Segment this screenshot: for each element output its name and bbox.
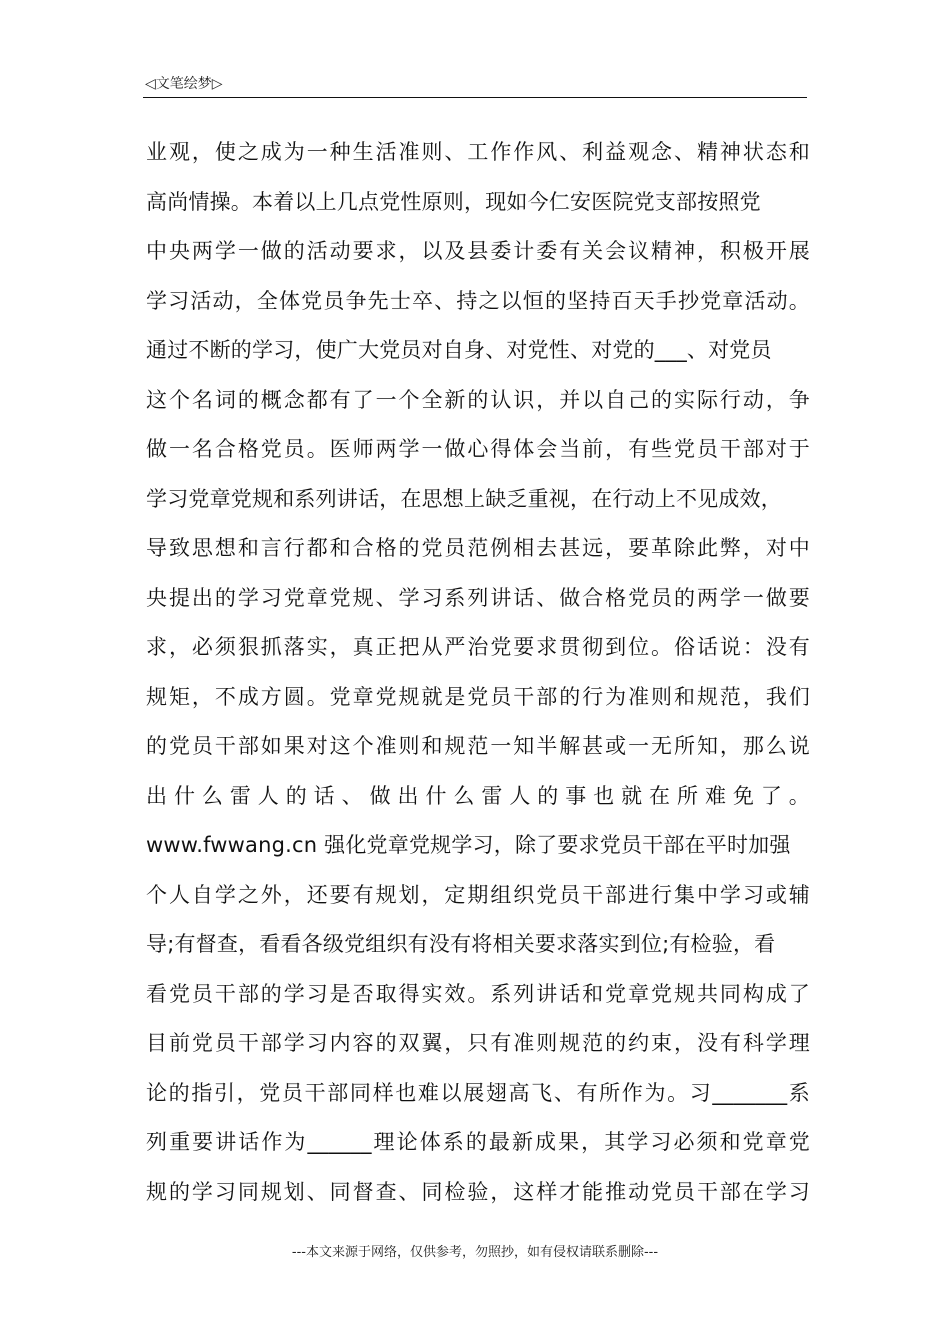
text-line: 央提出的学习党章党规、学习系列讲话、做合格党员的两学一做要: [146, 585, 810, 610]
text-line: 导;有督查，看看各级党组织有没有将相关要求落实到位;有检验，看: [146, 932, 776, 956]
text-line: 规矩，不成方圆。党章党规就是党员干部的行为准则和规范，我们: [146, 684, 810, 709]
text-line: 中央两学一做的活动要求，以及县委计委有关会议精神，积极开展: [146, 239, 810, 263]
text-line: 列重要讲话作为______理论体系的最新成果，其学习必须和党章党: [146, 1130, 810, 1154]
text-line: www.fwwang.cn 强化党章党规学习，除了要求党员干部在平时加强: [146, 833, 791, 857]
text-line: 求，必须狠抓落实，真正把从严治党要求贯彻到位。俗话说：没有: [146, 635, 810, 659]
page-header: [143, 74, 807, 98]
header-title: ◁文笔绘梦▷: [145, 76, 223, 92]
page-footer: ---本文来源于网络，仅供参考，勿照抄，如有侵权请联系删除---: [291, 1245, 659, 1260]
text-line: 的党员干部如果对这个准则和规范一知半解甚或一无所知，那么说: [146, 734, 810, 758]
text-line: 出什么雷人的话、做出什么雷人的事也就在所难免了。: [146, 783, 810, 808]
text-line: 高尚情操。本着以上几点党性原则，现如今仁安医院党支部按照党: [146, 189, 761, 214]
text-line: 这个名词的概念都有了一个全新的认识，并以自己的实际行动，争: [146, 387, 810, 412]
text-line: 目前党员干部学习内容的双翼，只有准则规范的约束，没有科学理: [146, 1031, 810, 1055]
header-divider: [143, 97, 807, 98]
text-line: 规的学习同规划、同督查、同检验，这样才能推动党员干部在学习: [146, 1179, 810, 1204]
text-line: 个人自学之外，还要有规划，定期组织党员干部进行集中学习或辅: [146, 882, 810, 907]
body-text: [146, 130, 810, 1219]
text-line: 学习党章党规和系列讲话，在思想上缺乏重视，在行动上不见成效，: [146, 486, 782, 511]
text-line: 业观，使之成为一种生活准则、工作作风、利益观念、精神状态和: [146, 140, 810, 164]
text-line: 导致思想和言行都和合格的党员范例相去甚远，要革除此弊，对中: [146, 536, 810, 560]
text-line: 做一名合格党员。医师两学一做心得体会当前，有些党员干部对于: [146, 437, 810, 461]
text-line: 看党员干部的学习是否取得实效。系列讲话和党章党规共同构成了: [146, 981, 810, 1006]
text-line: 通过不断的学习，使广大党员对自身、对党性、对党的___、对党员: [146, 338, 772, 362]
text-line: 学习活动，全体党员争先士卒、持之以恒的坚持百天手抄党章活动。: [146, 288, 810, 313]
text-line: 论的指引，党员干部同样也难以展翅高飞、有所作为。习_______系: [146, 1080, 810, 1105]
